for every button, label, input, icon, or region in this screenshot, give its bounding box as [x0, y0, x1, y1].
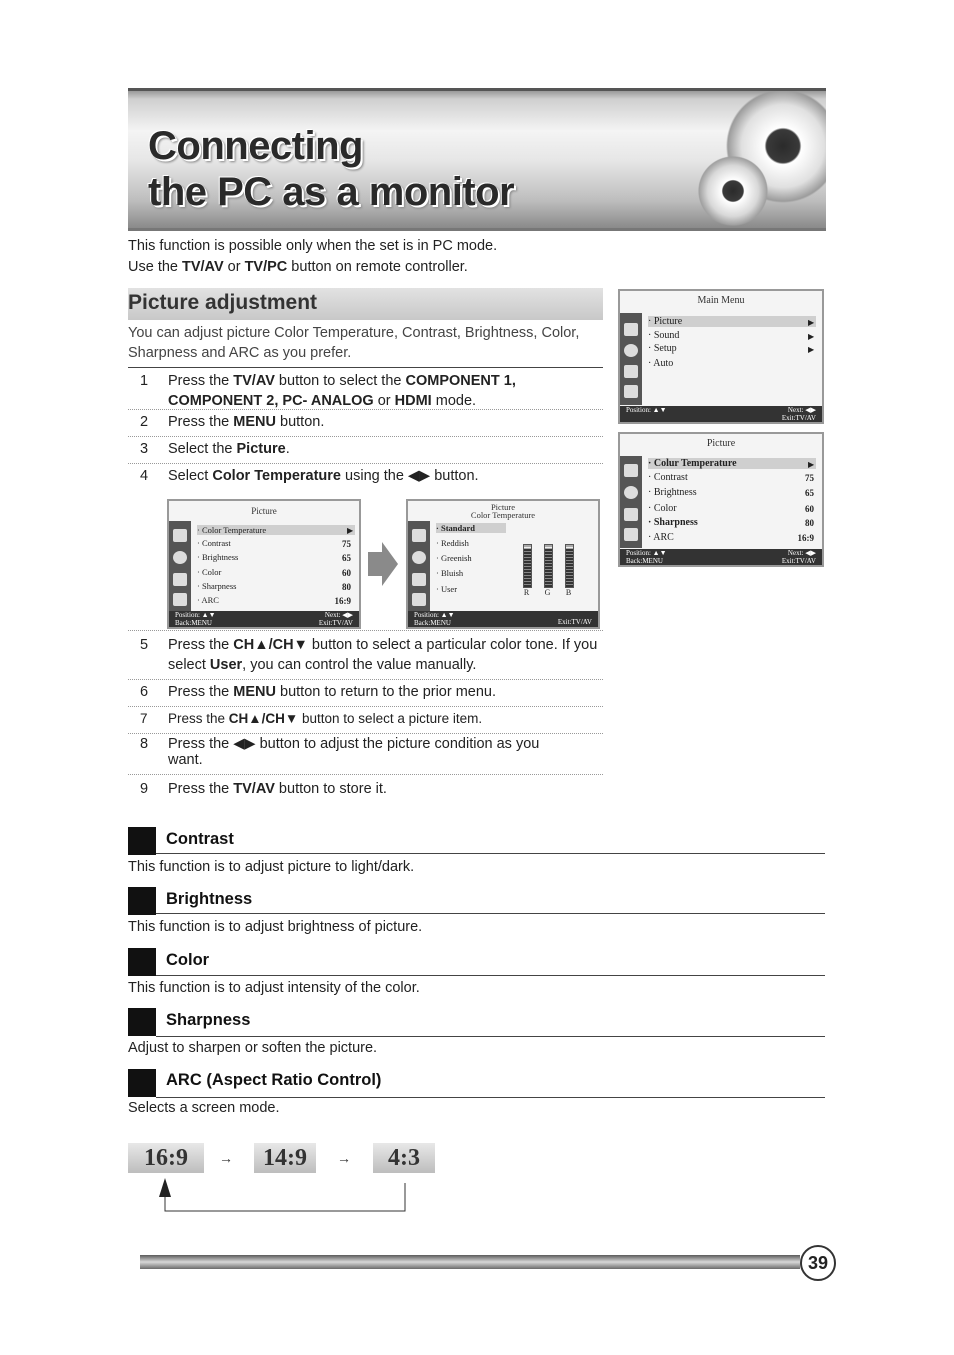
- osd-row: · Contrast: [648, 472, 688, 483]
- osd-sidebar: [408, 521, 430, 611]
- color-level-bar: [523, 544, 532, 588]
- chevron-right-icon: ▶: [808, 460, 815, 469]
- arc-mode-4-3: 4:3: [373, 1143, 435, 1173]
- osd-sidebar: [620, 456, 642, 548]
- auto-icon: [624, 528, 638, 541]
- divider: [128, 630, 603, 631]
- chevron-right-icon: ▶: [808, 345, 815, 354]
- section-title: Picture adjustment: [128, 291, 318, 314]
- divider: [128, 706, 603, 707]
- osd-row: · Brightness: [197, 552, 239, 562]
- steps-divider: [128, 367, 603, 368]
- osd-row: · Sharpness: [648, 517, 698, 528]
- auto-icon: [412, 593, 426, 606]
- section-marker: [128, 1069, 156, 1097]
- osd-sidebar: [169, 521, 191, 611]
- divider: [128, 436, 603, 437]
- arrow-right-icon: →: [337, 1150, 351, 1166]
- osd-row: · Picture: [648, 316, 816, 327]
- chevron-right-icon: ▶: [808, 332, 815, 341]
- osd-row: · Reddish: [436, 538, 469, 548]
- osd-row: · Auto: [648, 358, 674, 369]
- setup-icon: [624, 508, 638, 521]
- osd-footer: Position: ▲▼ Back:MENU Next: ◀▶ Exit:TV/AV: [620, 549, 822, 565]
- picture-icon: [624, 464, 638, 477]
- divider: [156, 975, 825, 976]
- osd-sidebar: [620, 313, 642, 405]
- osd-row: · Sharpness: [197, 581, 237, 591]
- arc-mode-14-9: 14:9: [254, 1143, 316, 1173]
- osd-row: · Bluish: [436, 568, 464, 578]
- setup-icon: [173, 573, 187, 586]
- osd-row: · User: [436, 584, 458, 594]
- osd-row: · Setup: [648, 343, 677, 354]
- subsection-text-arc: Selects a screen mode.: [128, 1100, 280, 1116]
- section-heading: [128, 288, 603, 320]
- osd-row: · Standard: [436, 523, 506, 533]
- subsection-text-brightness: This function is to adjust brightness of picture.: [128, 919, 423, 935]
- section-marker: [128, 887, 156, 915]
- intro-text: [128, 236, 497, 278]
- divider: [156, 913, 825, 914]
- color-level-bar: [565, 544, 574, 588]
- subsection-title-sharpness: Sharpness: [166, 1011, 251, 1029]
- osd-picture-menu: Picture · Colur Temperature ▶ · Contrast 75 · Brightness 65 · Color 60 · Sharpness 80 · ARC 16:9 Position: ▲▼ Back:MENU Next: ◀▶ Exit:TV/AV: [618, 432, 824, 567]
- setup-icon: [624, 365, 638, 378]
- cycle-arrow: [155, 1175, 410, 1215]
- arrow-right-icon: [368, 542, 398, 586]
- setup-icon: [412, 573, 426, 586]
- osd-row: · Color: [648, 503, 677, 514]
- picture-icon: [624, 323, 638, 336]
- osd-row: · ARC: [648, 532, 674, 543]
- osd-color-temperature-menu: Picture Color Temperature · Standard · Reddish · Greenish · Bluish · User R G B Position: ▲▼ Back:MENU Exit:TV/AV: [406, 499, 600, 629]
- subsection-text-sharpness: Adjust to sharpen or soften the picture.: [128, 1040, 378, 1056]
- intro-line-2: Use the TV/AV or TV/PC button on remote controller.: [128, 259, 468, 275]
- sound-icon: [624, 344, 638, 357]
- section-marker: [128, 1008, 156, 1036]
- subsection-text-contrast: This function is to adjust picture to light/dark.: [128, 859, 415, 875]
- sound-icon: [412, 551, 426, 564]
- osd-row: · Sound: [648, 330, 680, 341]
- picture-icon: [412, 529, 426, 542]
- flower-image-small: [693, 151, 773, 231]
- color-level-label: G: [544, 588, 551, 597]
- intro-line-1: This function is possible only when the set is in PC mode.: [128, 238, 498, 254]
- page-number: 39: [800, 1245, 836, 1281]
- osd-footer: Position: ▲▼ Back:MENU Next: ◀▶ Exit:TV/AV: [169, 611, 359, 627]
- subsection-title-brightness: Brightness: [166, 890, 253, 908]
- divider: [156, 1097, 825, 1098]
- divider: [128, 679, 603, 680]
- section-marker: [128, 827, 156, 855]
- section-marker: [128, 948, 156, 976]
- osd-row: · Contrast: [197, 538, 231, 548]
- color-level-bar: [544, 544, 553, 588]
- arrow-right-icon: →: [219, 1150, 233, 1166]
- osd-row: · Colur Temperature: [648, 458, 816, 469]
- osd-footer: Position: ▲▼ Next: ◀▶ Exit:TV/AV: [620, 406, 822, 422]
- osd-picture-menu-small: Picture · Color Temperature ▶ · Contrast 75 · Brightness 65 · Color 60 · Sharpness 80 · ARC 16:9 Position: ▲▼ Back:MENU Next: ◀▶ Exit:TV/AV: [167, 499, 361, 629]
- footer-bar: [140, 1255, 800, 1269]
- arc-mode-16-9: 16:9: [128, 1143, 204, 1173]
- osd-row: · Greenish: [436, 553, 472, 563]
- chevron-right-icon: ▶: [347, 526, 354, 535]
- section-description: You can adjust picture Color Temperature, Contrast, Brightness, Color, Sharpness and ARC as you prefer.: [128, 325, 580, 361]
- osd-footer: Position: ▲▼ Back:MENU Exit:TV/AV: [408, 611, 598, 627]
- auto-icon: [624, 385, 638, 398]
- chevron-right-icon: ▶: [808, 318, 815, 327]
- sound-icon: [173, 551, 187, 564]
- divider: [128, 409, 603, 410]
- color-level-label: R: [523, 588, 530, 597]
- divider: [156, 853, 825, 854]
- subsection-title-color: Color: [166, 951, 210, 969]
- color-level-label: B: [565, 588, 572, 597]
- divider: [156, 1036, 825, 1037]
- divider: [128, 733, 603, 734]
- osd-row: · Color Temperature: [197, 525, 355, 535]
- sound-icon: [624, 486, 638, 499]
- osd-row: · Color: [197, 567, 222, 577]
- divider: [128, 774, 603, 775]
- auto-icon: [173, 593, 187, 606]
- osd-row: · ARC: [197, 595, 219, 605]
- osd-row: · Brightness: [648, 487, 697, 498]
- subsection-text-color: This function is to adjust intensity of the color.: [128, 980, 420, 996]
- divider: [128, 463, 603, 464]
- page-title: Connecting the PC as a monitor: [148, 124, 515, 214]
- picture-icon: [173, 529, 187, 542]
- subsection-title-arc: ARC (Aspect Ratio Control): [166, 1071, 382, 1089]
- osd-main-menu: Main Menu · Picture ▶ · Sound ▶ · Setup ▶ · Auto Position: ▲▼ Next: ◀▶ Exit:TV/AV: [618, 289, 824, 424]
- header-banner: [128, 88, 826, 231]
- subsection-title-contrast: Contrast: [166, 830, 234, 848]
